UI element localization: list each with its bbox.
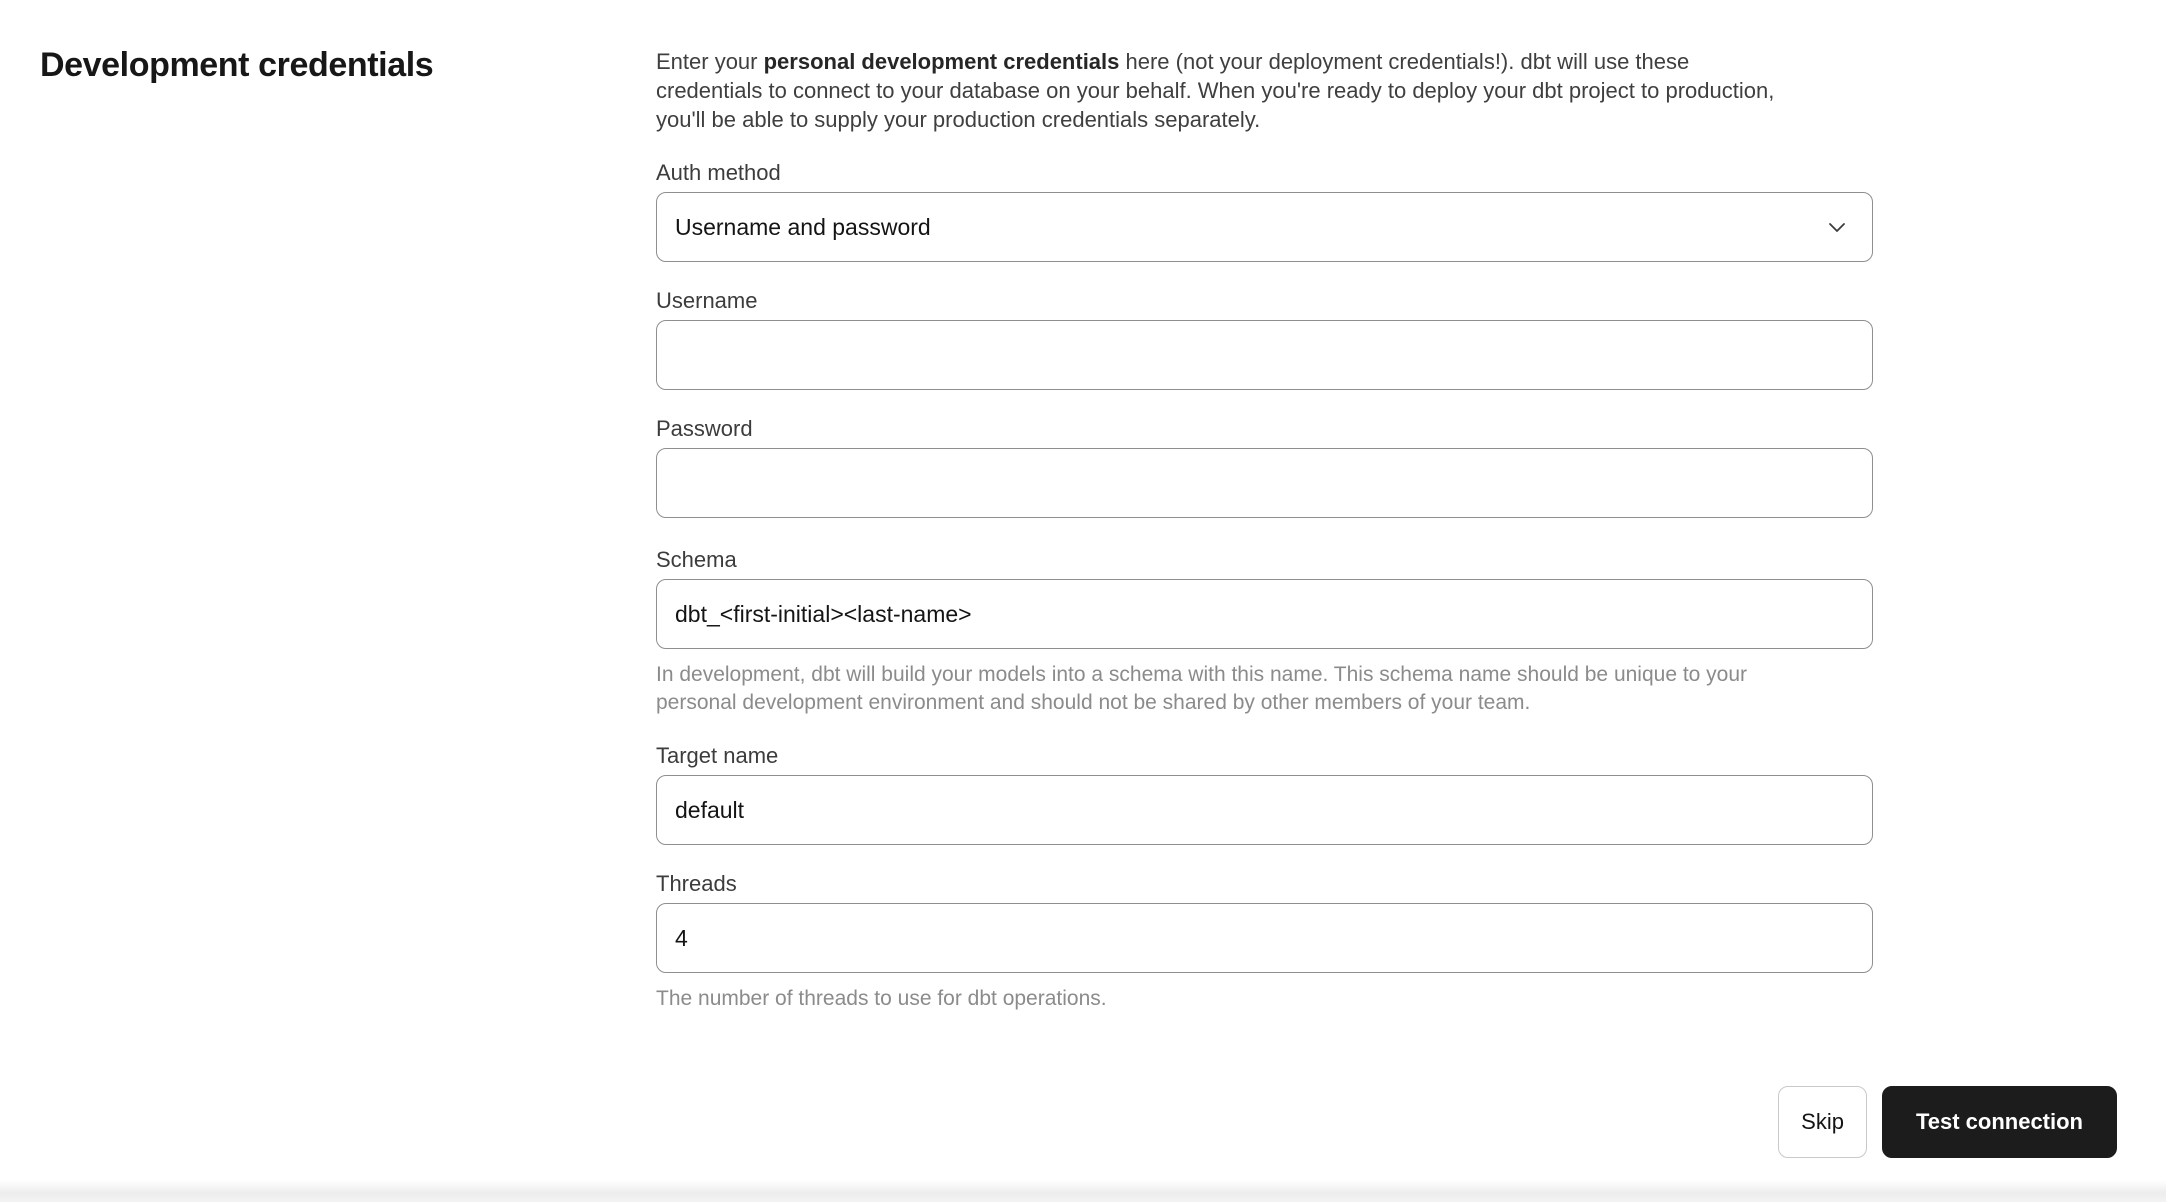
schema-helper-text: In development, dbt will build your models into a schema with this name. This schema name should be unique to your personal development environment and should not be shared by other members of your team. [656,663,1748,714]
threads-label: Threads [656,871,737,896]
username-input[interactable] [656,320,1873,390]
credentials-form [656,44,2117,1158]
page-title: Development credentials [40,46,434,84]
password-group [656,417,1873,518]
target-name-input[interactable] [656,775,1873,845]
password-input[interactable] [656,448,1873,518]
footer-actions [656,1086,2117,1158]
password-label: Password [656,416,753,441]
intro-paragraph [656,47,1776,134]
chevron-down-icon [1828,222,1846,233]
auth-method-label: Auth method [656,160,781,185]
schema-label: Schema [656,547,737,572]
schema-group [656,548,1873,717]
threads-input[interactable] [656,903,1873,973]
username-group [656,289,1873,390]
auth-method-selected-value: Username and password [675,213,931,240]
auth-method-select[interactable] [656,192,1873,262]
intro-text-bold: personal development credentials [763,49,1120,74]
auth-method-group [656,161,1873,262]
username-label: Username [656,288,758,313]
intro-text-pre: Enter your [656,49,764,74]
skip-button[interactable]: Skip [1778,1086,1867,1158]
threads-group [656,872,1873,1013]
title-column [40,44,656,85]
target-name-label: Target name [656,743,779,768]
schema-input[interactable] [656,579,1873,649]
test-connection-button[interactable]: Test connection [1882,1086,2117,1158]
target-name-group [656,744,1873,845]
intro-text-post: here (not your deployment credentials!). dbt will use these credentials to connect to your database on your behalf. When you're ready to deploy your dbt project to production, you'll be able to supply your production credentials separately. [656,49,1775,132]
threads-helper-text: The number of threads to use for dbt operations. [656,987,1107,1010]
bottom-divider [0,1180,2166,1202]
